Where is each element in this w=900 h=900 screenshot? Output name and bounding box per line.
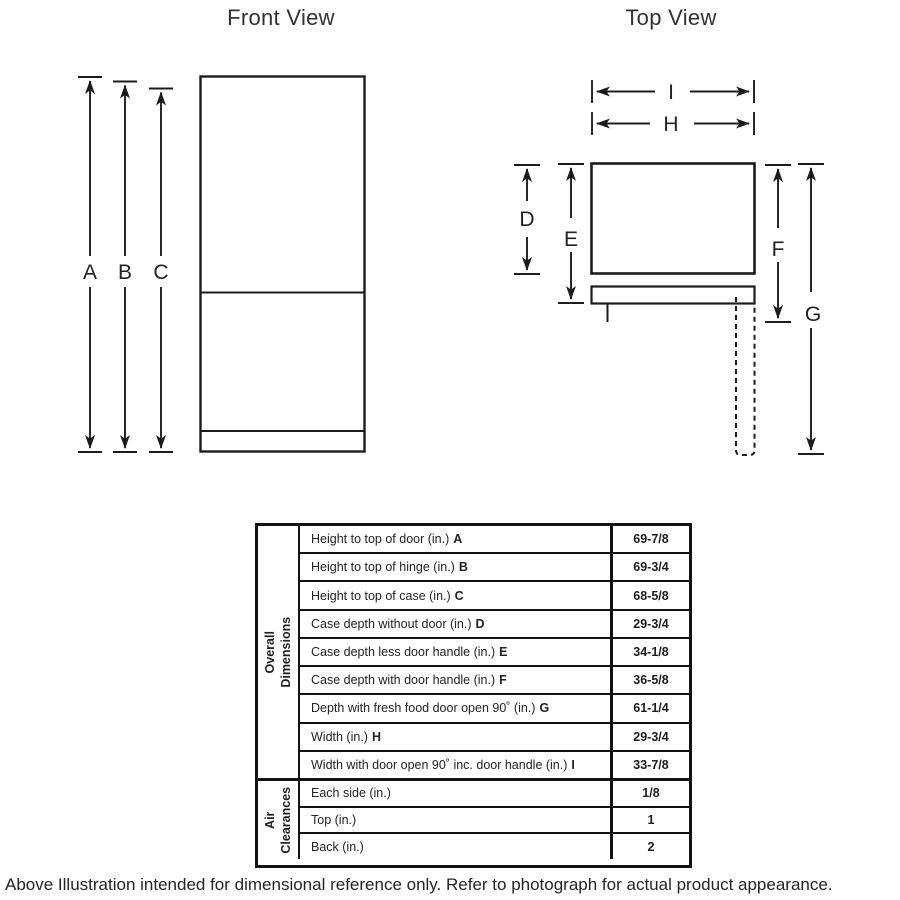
dim-label-b: B (117, 261, 133, 284)
dim-row-label: Case depth with door handle (in.) F (300, 667, 613, 693)
dim-label-f: F (771, 238, 785, 261)
dim-row-value: 34-1/8 (633, 644, 669, 659)
table-row (300, 808, 689, 835)
clearance-row-value: 2 (647, 839, 655, 854)
dim-row-label: Case depth less door handle (in.) E (300, 639, 613, 665)
disclaimer-caption: Above Illustration intended for dimensional reference only. Refer to photograph for actual product appearance. (5, 875, 833, 894)
dim-label-d: D (519, 208, 535, 231)
table-row (300, 752, 689, 778)
fridge-door-top-outline (592, 287, 755, 304)
table-row (300, 582, 689, 610)
dim-row-label: Depth with fresh food door open 90˚ (in.) G (300, 695, 613, 721)
clearance-row-value: 1/8 (642, 786, 660, 801)
dim-label-a: A (82, 261, 98, 284)
air-clearances-section (258, 781, 689, 859)
dim-row-value: 61-1/4 (633, 701, 669, 716)
dim-label-i: I (668, 81, 674, 104)
dim-label-e: E (563, 228, 579, 251)
dim-row-value: 29-3/4 (633, 616, 669, 631)
dim-row-value: 33-7/8 (633, 757, 669, 772)
air-clearances-header: Air Clearances (258, 781, 300, 859)
dim-label-c: C (153, 261, 169, 284)
dim-label-h: H (663, 113, 679, 136)
table-row (300, 611, 689, 639)
dim-row-label: Width with door open 90˚ inc. door handle (in.) I (300, 752, 613, 778)
overall-dimensions-header: Overall Dimensions (258, 526, 300, 778)
dim-row-value: 36-5/8 (633, 673, 669, 688)
fridge-case-top-outline (592, 164, 755, 274)
overall-dimensions-section (258, 526, 689, 781)
dim-row-value: 29-3/4 (633, 729, 669, 744)
dim-label-g: G (804, 303, 822, 326)
dim-row-label: Height to top of door (in.) A (300, 526, 613, 552)
dim-row-value: 69-7/8 (633, 532, 669, 547)
table-row (300, 834, 689, 859)
clearance-row-value: 1 (647, 813, 655, 827)
table-row (300, 724, 689, 752)
dim-row-label: Height to top of case (in.) C (300, 582, 613, 608)
dim-row-value: 68-5/8 (633, 588, 669, 603)
table-row (300, 639, 689, 667)
dim-row-value: 69-3/4 (633, 560, 669, 575)
table-row (300, 554, 689, 582)
fridge-front-outline (201, 77, 365, 452)
dimensions-table (255, 523, 692, 868)
top-view-drawing (514, 80, 824, 455)
open-door-dashed-outline (736, 297, 755, 455)
dim-row-label: Height to top of hinge (in.) B (300, 554, 613, 580)
clearance-row-label: Back (in.) (300, 834, 613, 859)
clearance-row-label: Top (in.) (300, 808, 613, 833)
table-row (300, 526, 689, 554)
table-row (300, 695, 689, 723)
clearance-row-label: Each side (in.) (300, 781, 613, 806)
table-row (300, 781, 689, 808)
front-view-title: Front View (227, 5, 335, 30)
dim-row-label: Width (in.) H (300, 724, 613, 750)
table-row (300, 667, 689, 695)
dim-row-label: Case depth without door (in.) D (300, 611, 613, 637)
top-view-title: Top View (625, 5, 717, 30)
